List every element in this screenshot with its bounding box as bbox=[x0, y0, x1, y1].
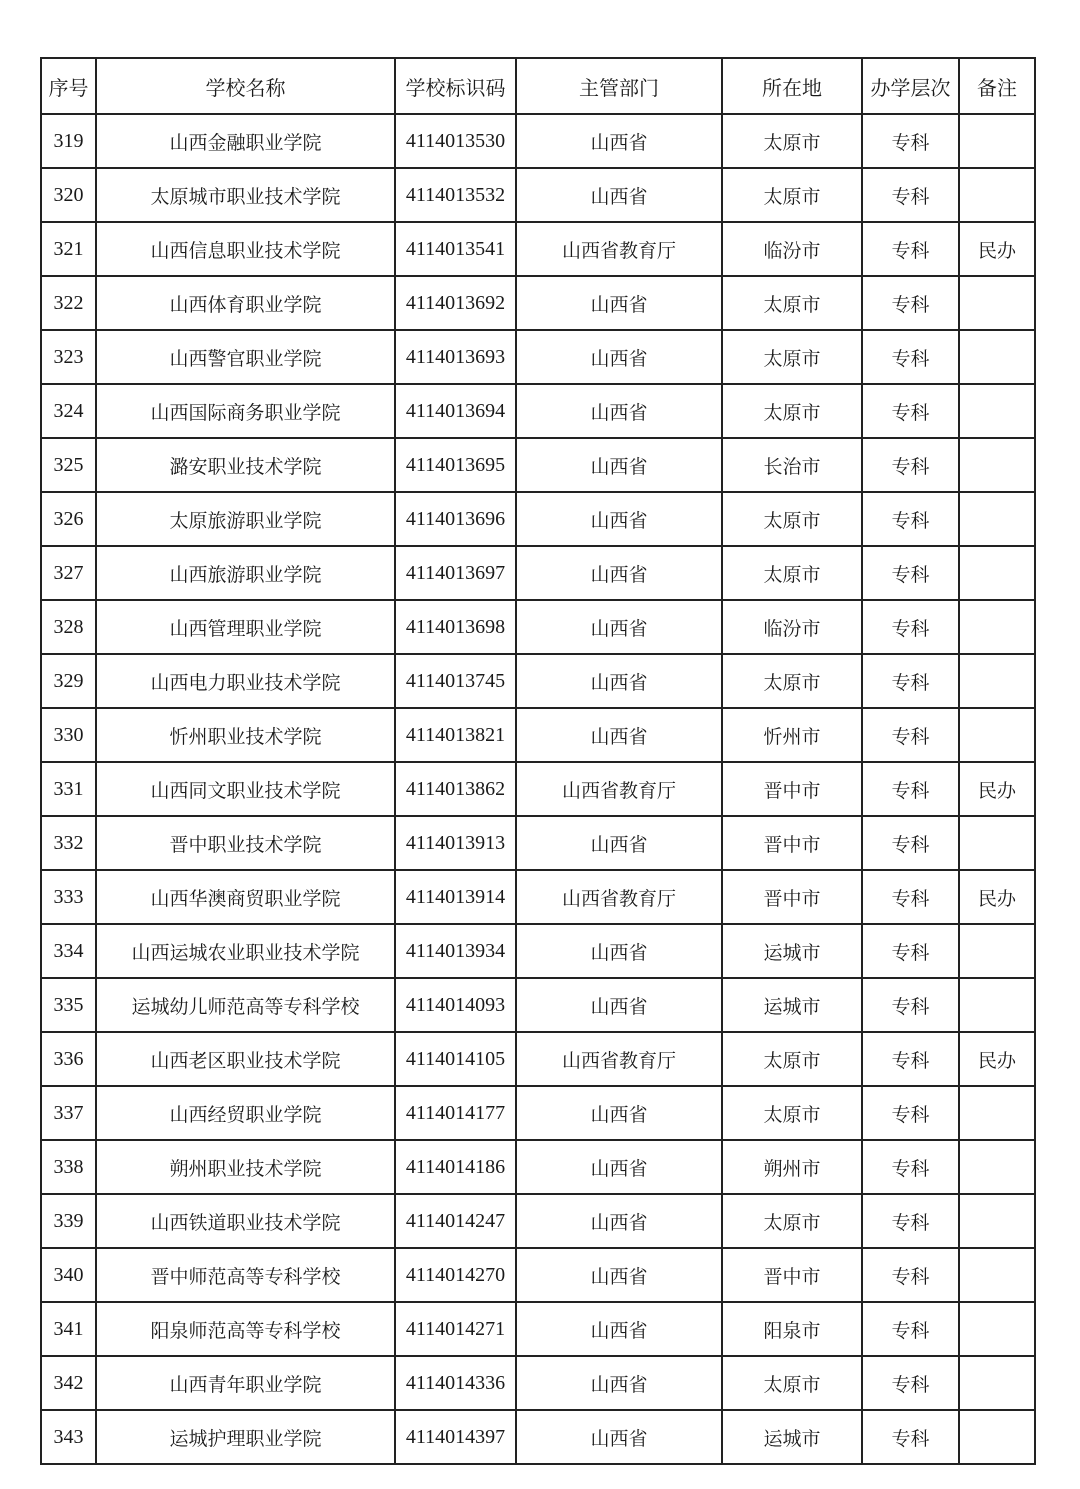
department-cell: 山西省 bbox=[516, 654, 722, 708]
remarks-cell bbox=[959, 438, 1035, 492]
location-cell: 太原市 bbox=[722, 546, 862, 600]
school-name-cell: 运城幼儿师范高等专科学校 bbox=[96, 978, 395, 1032]
remarks-cell: 民办 bbox=[959, 870, 1035, 924]
school-code-cell: 4114014105 bbox=[395, 1032, 516, 1086]
location-cell: 太原市 bbox=[722, 330, 862, 384]
remarks-cell bbox=[959, 1194, 1035, 1248]
school-code-cell: 4114013693 bbox=[395, 330, 516, 384]
remarks-cell bbox=[959, 330, 1035, 384]
location-cell: 运城市 bbox=[722, 924, 862, 978]
remarks-cell bbox=[959, 924, 1035, 978]
location-cell: 阳泉市 bbox=[722, 1302, 862, 1356]
department-cell: 山西省 bbox=[516, 168, 722, 222]
remarks-cell: 民办 bbox=[959, 1032, 1035, 1086]
school-code-cell: 4114014336 bbox=[395, 1356, 516, 1410]
location-cell: 晋中市 bbox=[722, 870, 862, 924]
table-row bbox=[41, 816, 1035, 870]
serial-cell: 330 bbox=[41, 708, 96, 762]
table-row bbox=[41, 546, 1035, 600]
level-cell: 专科 bbox=[862, 222, 959, 276]
serial-cell: 331 bbox=[41, 762, 96, 816]
remarks-cell bbox=[959, 1248, 1035, 1302]
serial-cell: 320 bbox=[41, 168, 96, 222]
school-code-cell: 4114013821 bbox=[395, 708, 516, 762]
serial-cell: 321 bbox=[41, 222, 96, 276]
school-name-cell: 山西信息职业技术学院 bbox=[96, 222, 395, 276]
table-row bbox=[41, 384, 1035, 438]
school-code-cell: 4114013862 bbox=[395, 762, 516, 816]
department-cell: 山西省 bbox=[516, 1194, 722, 1248]
remarks-cell bbox=[959, 708, 1035, 762]
level-cell: 专科 bbox=[862, 330, 959, 384]
table-row bbox=[41, 1410, 1035, 1464]
department-cell: 山西省 bbox=[516, 1086, 722, 1140]
location-cell: 晋中市 bbox=[722, 1248, 862, 1302]
department-cell: 山西省 bbox=[516, 1248, 722, 1302]
level-cell: 专科 bbox=[862, 546, 959, 600]
serial-cell: 337 bbox=[41, 1086, 96, 1140]
school-name-cell: 运城护理职业学院 bbox=[96, 1410, 395, 1464]
department-cell: 山西省 bbox=[516, 600, 722, 654]
level-cell: 专科 bbox=[862, 708, 959, 762]
school-code-cell: 4114013694 bbox=[395, 384, 516, 438]
school-list-table bbox=[40, 57, 1036, 1465]
location-cell: 朔州市 bbox=[722, 1140, 862, 1194]
table-row bbox=[41, 1302, 1035, 1356]
serial-cell: 322 bbox=[41, 276, 96, 330]
level-cell: 专科 bbox=[862, 1032, 959, 1086]
table-row bbox=[41, 330, 1035, 384]
school-code-cell: 4114014270 bbox=[395, 1248, 516, 1302]
school-code-cell: 4114013695 bbox=[395, 438, 516, 492]
school-code-cell: 4114014397 bbox=[395, 1410, 516, 1464]
level-cell: 专科 bbox=[862, 1194, 959, 1248]
header-location: 所在地 bbox=[722, 58, 862, 114]
table-row bbox=[41, 1140, 1035, 1194]
school-name-cell: 太原城市职业技术学院 bbox=[96, 168, 395, 222]
level-cell: 专科 bbox=[862, 384, 959, 438]
table-row bbox=[41, 978, 1035, 1032]
school-code-cell: 4114013934 bbox=[395, 924, 516, 978]
location-cell: 运城市 bbox=[722, 1410, 862, 1464]
school-code-cell: 4114013913 bbox=[395, 816, 516, 870]
serial-cell: 323 bbox=[41, 330, 96, 384]
remarks-cell bbox=[959, 114, 1035, 168]
school-code-cell: 4114013530 bbox=[395, 114, 516, 168]
table-row bbox=[41, 1086, 1035, 1140]
level-cell: 专科 bbox=[862, 762, 959, 816]
serial-cell: 339 bbox=[41, 1194, 96, 1248]
location-cell: 太原市 bbox=[722, 492, 862, 546]
school-name-cell: 晋中职业技术学院 bbox=[96, 816, 395, 870]
remarks-cell bbox=[959, 1086, 1035, 1140]
location-cell: 太原市 bbox=[722, 168, 862, 222]
location-cell: 忻州市 bbox=[722, 708, 862, 762]
department-cell: 山西省 bbox=[516, 978, 722, 1032]
remarks-cell bbox=[959, 168, 1035, 222]
school-code-cell: 4114014186 bbox=[395, 1140, 516, 1194]
school-code-cell: 4114013914 bbox=[395, 870, 516, 924]
school-code-cell: 4114013697 bbox=[395, 546, 516, 600]
department-cell: 山西省 bbox=[516, 276, 722, 330]
school-name-cell: 阳泉师范高等专科学校 bbox=[96, 1302, 395, 1356]
serial-cell: 334 bbox=[41, 924, 96, 978]
location-cell: 晋中市 bbox=[722, 816, 862, 870]
department-cell: 山西省 bbox=[516, 1356, 722, 1410]
serial-cell: 328 bbox=[41, 600, 96, 654]
school-name-cell: 晋中师范高等专科学校 bbox=[96, 1248, 395, 1302]
location-cell: 太原市 bbox=[722, 654, 862, 708]
remarks-cell bbox=[959, 816, 1035, 870]
school-list-table-container bbox=[40, 57, 1034, 1465]
remarks-cell bbox=[959, 384, 1035, 438]
level-cell: 专科 bbox=[862, 978, 959, 1032]
department-cell: 山西省教育厅 bbox=[516, 222, 722, 276]
level-cell: 专科 bbox=[862, 438, 959, 492]
table-row bbox=[41, 708, 1035, 762]
serial-cell: 343 bbox=[41, 1410, 96, 1464]
school-name-cell: 朔州职业技术学院 bbox=[96, 1140, 395, 1194]
table-row bbox=[41, 654, 1035, 708]
department-cell: 山西省 bbox=[516, 1140, 722, 1194]
table-row bbox=[41, 924, 1035, 978]
serial-cell: 324 bbox=[41, 384, 96, 438]
level-cell: 专科 bbox=[862, 816, 959, 870]
level-cell: 专科 bbox=[862, 870, 959, 924]
remarks-cell bbox=[959, 1410, 1035, 1464]
location-cell: 太原市 bbox=[722, 1356, 862, 1410]
school-name-cell: 山西管理职业学院 bbox=[96, 600, 395, 654]
header-serial: 序号 bbox=[41, 58, 96, 114]
level-cell: 专科 bbox=[862, 1086, 959, 1140]
serial-cell: 335 bbox=[41, 978, 96, 1032]
school-name-cell: 山西老区职业技术学院 bbox=[96, 1032, 395, 1086]
remarks-cell bbox=[959, 1140, 1035, 1194]
table-row bbox=[41, 492, 1035, 546]
location-cell: 临汾市 bbox=[722, 600, 862, 654]
location-cell: 晋中市 bbox=[722, 762, 862, 816]
table-header bbox=[41, 58, 1035, 114]
serial-cell: 326 bbox=[41, 492, 96, 546]
remarks-cell bbox=[959, 276, 1035, 330]
location-cell: 太原市 bbox=[722, 1194, 862, 1248]
department-cell: 山西省 bbox=[516, 492, 722, 546]
school-name-cell: 山西华澳商贸职业学院 bbox=[96, 870, 395, 924]
header-level: 办学层次 bbox=[862, 58, 959, 114]
level-cell: 专科 bbox=[862, 600, 959, 654]
school-code-cell: 4114013532 bbox=[395, 168, 516, 222]
serial-cell: 336 bbox=[41, 1032, 96, 1086]
department-cell: 山西省 bbox=[516, 330, 722, 384]
level-cell: 专科 bbox=[862, 1356, 959, 1410]
department-cell: 山西省 bbox=[516, 1410, 722, 1464]
remarks-cell: 民办 bbox=[959, 222, 1035, 276]
header-school-name: 学校名称 bbox=[96, 58, 395, 114]
table-row bbox=[41, 276, 1035, 330]
location-cell: 太原市 bbox=[722, 114, 862, 168]
header-remarks: 备注 bbox=[959, 58, 1035, 114]
remarks-cell bbox=[959, 1302, 1035, 1356]
level-cell: 专科 bbox=[862, 276, 959, 330]
location-cell: 临汾市 bbox=[722, 222, 862, 276]
school-name-cell: 山西旅游职业学院 bbox=[96, 546, 395, 600]
school-name-cell: 忻州职业技术学院 bbox=[96, 708, 395, 762]
department-cell: 山西省 bbox=[516, 114, 722, 168]
table-row bbox=[41, 870, 1035, 924]
level-cell: 专科 bbox=[862, 168, 959, 222]
school-name-cell: 山西体育职业学院 bbox=[96, 276, 395, 330]
location-cell: 太原市 bbox=[722, 1086, 862, 1140]
table-row bbox=[41, 1194, 1035, 1248]
school-name-cell: 山西青年职业学院 bbox=[96, 1356, 395, 1410]
department-cell: 山西省 bbox=[516, 816, 722, 870]
header-school-code: 学校标识码 bbox=[395, 58, 516, 114]
location-cell: 长治市 bbox=[722, 438, 862, 492]
school-name-cell: 山西金融职业学院 bbox=[96, 114, 395, 168]
level-cell: 专科 bbox=[862, 1410, 959, 1464]
table-row bbox=[41, 168, 1035, 222]
school-name-cell: 山西警官职业学院 bbox=[96, 330, 395, 384]
table-row bbox=[41, 438, 1035, 492]
school-code-cell: 4114013698 bbox=[395, 600, 516, 654]
school-name-cell: 山西运城农业职业技术学院 bbox=[96, 924, 395, 978]
header-row bbox=[41, 58, 1035, 114]
remarks-cell bbox=[959, 1356, 1035, 1410]
school-code-cell: 4114014177 bbox=[395, 1086, 516, 1140]
school-name-cell: 山西同文职业技术学院 bbox=[96, 762, 395, 816]
department-cell: 山西省 bbox=[516, 1302, 722, 1356]
location-cell: 太原市 bbox=[722, 276, 862, 330]
school-name-cell: 山西经贸职业学院 bbox=[96, 1086, 395, 1140]
level-cell: 专科 bbox=[862, 654, 959, 708]
serial-cell: 333 bbox=[41, 870, 96, 924]
department-cell: 山西省教育厅 bbox=[516, 762, 722, 816]
school-code-cell: 4114014247 bbox=[395, 1194, 516, 1248]
school-name-cell: 太原旅游职业学院 bbox=[96, 492, 395, 546]
table-row bbox=[41, 222, 1035, 276]
serial-cell: 319 bbox=[41, 114, 96, 168]
department-cell: 山西省 bbox=[516, 438, 722, 492]
level-cell: 专科 bbox=[862, 114, 959, 168]
school-code-cell: 4114013541 bbox=[395, 222, 516, 276]
school-code-cell: 4114013692 bbox=[395, 276, 516, 330]
school-name-cell: 山西国际商务职业学院 bbox=[96, 384, 395, 438]
remarks-cell bbox=[959, 654, 1035, 708]
table-row bbox=[41, 1032, 1035, 1086]
location-cell: 运城市 bbox=[722, 978, 862, 1032]
remarks-cell bbox=[959, 978, 1035, 1032]
department-cell: 山西省教育厅 bbox=[516, 1032, 722, 1086]
serial-cell: 325 bbox=[41, 438, 96, 492]
school-code-cell: 4114013696 bbox=[395, 492, 516, 546]
serial-cell: 342 bbox=[41, 1356, 96, 1410]
table-row bbox=[41, 762, 1035, 816]
level-cell: 专科 bbox=[862, 1302, 959, 1356]
school-name-cell: 潞安职业技术学院 bbox=[96, 438, 395, 492]
level-cell: 专科 bbox=[862, 924, 959, 978]
table-row bbox=[41, 114, 1035, 168]
department-cell: 山西省 bbox=[516, 708, 722, 762]
serial-cell: 338 bbox=[41, 1140, 96, 1194]
level-cell: 专科 bbox=[862, 492, 959, 546]
department-cell: 山西省 bbox=[516, 546, 722, 600]
serial-cell: 329 bbox=[41, 654, 96, 708]
serial-cell: 332 bbox=[41, 816, 96, 870]
school-code-cell: 4114014093 bbox=[395, 978, 516, 1032]
location-cell: 太原市 bbox=[722, 1032, 862, 1086]
department-cell: 山西省教育厅 bbox=[516, 870, 722, 924]
serial-cell: 340 bbox=[41, 1248, 96, 1302]
serial-cell: 327 bbox=[41, 546, 96, 600]
table-body bbox=[41, 114, 1035, 1464]
remarks-cell bbox=[959, 600, 1035, 654]
school-name-cell: 山西铁道职业技术学院 bbox=[96, 1194, 395, 1248]
location-cell: 太原市 bbox=[722, 384, 862, 438]
level-cell: 专科 bbox=[862, 1248, 959, 1302]
school-code-cell: 4114013745 bbox=[395, 654, 516, 708]
remarks-cell bbox=[959, 492, 1035, 546]
school-code-cell: 4114014271 bbox=[395, 1302, 516, 1356]
department-cell: 山西省 bbox=[516, 924, 722, 978]
remarks-cell: 民办 bbox=[959, 762, 1035, 816]
header-department: 主管部门 bbox=[516, 58, 722, 114]
department-cell: 山西省 bbox=[516, 384, 722, 438]
table-row bbox=[41, 600, 1035, 654]
serial-cell: 341 bbox=[41, 1302, 96, 1356]
table-row bbox=[41, 1356, 1035, 1410]
school-name-cell: 山西电力职业技术学院 bbox=[96, 654, 395, 708]
level-cell: 专科 bbox=[862, 1140, 959, 1194]
remarks-cell bbox=[959, 546, 1035, 600]
table-row bbox=[41, 1248, 1035, 1302]
